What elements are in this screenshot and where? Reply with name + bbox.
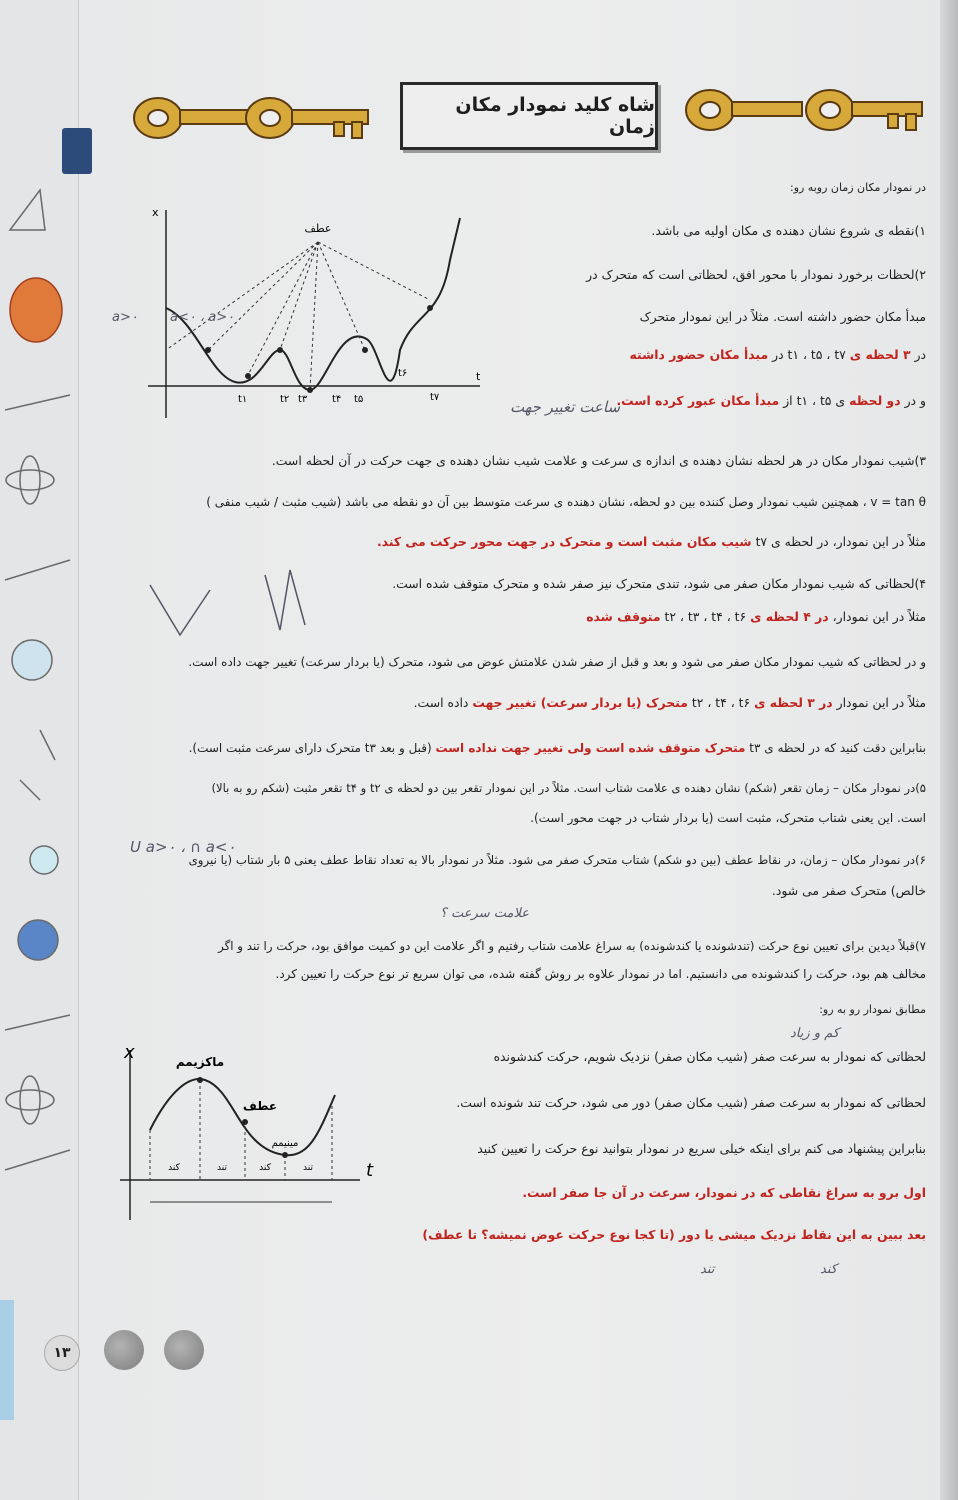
graph1-curve: [166, 218, 460, 390]
point-3b: v = tan θ ، همچنین شیب نمودار وصل کننده بین دو لحظه، نشان دهنده ی سرعت متوسط بین آن دو نقطه می باشد (شیب مثبت / شیب منفی ): [206, 495, 926, 509]
graph2-max-label: ماکزیمم: [175, 1055, 225, 1069]
point-7b: مخالف هم بود، حرکت را کندشونده می دانستیم. اما در نمودار علاوه بر روش گفته شده، می توان سریع تر نوع حرکت را تعیین کرد.: [275, 967, 926, 981]
point-6a: ۶)در نمودار مکان – زمان، در نقاط عطف (بین دو شکم) شتاب متحرک صفر می شود. مثلاً در نمودار بالا به تعداد نقاط عطف یعنی ۵ بار شتاب (یا نیروی: [188, 853, 926, 867]
tick-t5: t۵: [354, 394, 364, 405]
tick-t7: t۷: [430, 392, 440, 403]
key-icon-right: [680, 84, 930, 144]
key-icon-left: [124, 92, 374, 152]
tick-t2: t۲: [280, 394, 290, 405]
page-edge: [940, 0, 958, 1500]
tick-t4: t۴: [332, 394, 342, 405]
handwriting-slow: کند: [820, 1262, 837, 1277]
graph2-seg-4: تند: [303, 1163, 313, 1173]
handwritten-slope-sketch: [140, 545, 340, 650]
graph2-seg-3: کند: [259, 1163, 271, 1173]
point-2d: و در دو لحظه ی t۱ ، t۵ از مبدأ مکان عبور کرده است.: [616, 393, 926, 408]
handwriting-direction: ساعت تغییر جهت: [510, 398, 621, 416]
handwriting-a-positive: a>۰: [112, 310, 138, 325]
margin-doodles: [0, 0, 78, 1300]
tick-t3: t۳: [298, 394, 308, 405]
handwriting-accel: a<۰ ، a>۰: [170, 310, 235, 325]
point-7a: ۷)قبلاً دیدین برای تعیین نوع حرکت (تندشونده یا کندشونده) به سراغ علامت شتاب رفتیم و اگر علامت این دو کمیت موافق بود، حرکت را تند و اگر: [218, 939, 926, 953]
graph2-seg-1: کند: [168, 1163, 180, 1173]
decor-coin-2: [164, 1330, 204, 1370]
graph2-inflection-label: عطف: [242, 1099, 278, 1113]
point-5b: است. این یعنی شتاب متحرک، مثبت است (یا بردار شتاب در جهت محور است).: [530, 811, 926, 825]
position-time-graph-2: [110, 1030, 400, 1230]
point-4b: مثلاً در این نمودار، در ۴ لحظه ی t۲ ، t۳ ، t۴ ، t۶ متوقف شده: [586, 609, 926, 624]
publisher-badge: [62, 128, 92, 174]
graph1-x-label: t: [476, 370, 481, 383]
point-8-intro: مطابق نمودار رو به رو:: [819, 1003, 926, 1016]
point-5a: ۵)در نمودار مکان – زمان تقعر (شکم) نشان دهنده ی علامت شتاب است. مثلاً در این نمودار تقعر بین دو لحظه ی t۲ و t۴ تقعر مثبت (شکم رو به بالا): [211, 781, 926, 795]
point-8a: لحظاتی که نمودار به سرعت صفر (شیب مکان صفر) نزدیک شویم، حرکت کندشونده: [493, 1049, 926, 1064]
tick-t1: t۱: [238, 394, 248, 405]
handwriting-concavity: U a>۰ ، ∩ a<۰: [130, 838, 236, 856]
graph2-y-label: x: [124, 1042, 135, 1063]
handwriting-velocity-sign: علامت سرعت ؟: [440, 906, 529, 921]
globe-icon: [18, 920, 58, 960]
balloon-icon: [10, 278, 62, 342]
point-2a: ۲)لحظات برخورد نمودار با محور افق، لحظاتی است که متحرک در: [586, 267, 926, 282]
point-1: ۱)نقطه ی شروع نشان دهنده ی مکان اولیه می باشد.: [651, 223, 926, 238]
page-margin-illustrations: [0, 0, 79, 1500]
tick-t6: t۶: [398, 368, 408, 379]
point-8b: لحظاتی که نمودار به سرعت صفر (شیب مکان صفر) دور می شود، حرکت تند شونده است.: [456, 1095, 926, 1110]
point-8e: بعد ببین به این نقاط نزدیک میشی یا دور (تا کجا نوع حرکت عوض نمیشه؟ تا عطف): [422, 1227, 926, 1242]
point-4e: بنابراین دقت کنید که در لحظه ی t۳ متحرک متوقف شده است ولی تغییر جهت نداده است (قبل و بعد t۳ متحرک دارای سرعت مثبت است).: [188, 741, 926, 755]
point-3c: مثلاً در این نمودار، در لحظه ی t۷ شیب مکان مثبت است و متحرک در جهت محور حرکت می کند.: [376, 534, 926, 549]
decor-coin-1: [104, 1330, 144, 1370]
point-2b: مبدأ مکان حضور داشته است. مثلاً در این نمودار متحرک: [639, 309, 926, 324]
point-8d: اول برو به سراغ نقاطی که در نمودار، سرعت در آن جا صفر است.: [522, 1185, 926, 1200]
handwriting-fast: تند: [700, 1262, 715, 1277]
graph2-x-label: t: [366, 1160, 374, 1181]
intro-text: در نمودار مکان زمان روبه رو:: [789, 181, 926, 194]
point-4d: مثلاً در این نمودار در ۳ لحظه ی t۲ ، t۴ ، t۶ متحرک (یا بردار سرعت) تغییر جهت داده است.: [413, 695, 926, 710]
page-number: ۱۳: [44, 1335, 80, 1371]
side-tab: [0, 1300, 14, 1420]
graph2-curve: [150, 1079, 335, 1155]
point-3a: ۳)شیب نمودار مکان در هر لحظه نشان دهنده ی اندازه ی سرعت و علامت شیب نشان دهنده ی جهت حرکت در آن لحظه است.: [271, 453, 926, 468]
point-8c: بنابراین پیشنهاد می کنم برای اینکه خیلی سریع در نمودار بتوانید نوع حرکت را تعیین کنید: [477, 1141, 926, 1156]
page-title: شاه کلید نمودار مکان زمان: [400, 82, 658, 150]
graph1-peak-label: عطف: [304, 222, 332, 235]
atom-icon: [6, 470, 54, 490]
point-6b: خالص) متحرک صفر می شود.: [771, 883, 926, 898]
point-4a: ۴)لحظاتی که شیب نمودار مکان صفر می شود، تندی متحرک نیز صفر شده و متحرک متوقف شده است.: [392, 576, 926, 591]
graph1-y-label: x: [152, 206, 159, 219]
handwriting-magnitude: کم و زیاد: [790, 1026, 840, 1041]
point-4c: و در لحظاتی که شیب نمودار مکان صفر می شود و بعد و قبل از صفر شدن علامتش عوض می شود، متحرک (یا بردار سرعت) تغییر جهت داده است.: [188, 655, 926, 669]
point-2c: در ۳ لحظه ی t۱ ، t۵ ، t۷ در مبدأ مکان حضور داشته: [629, 347, 926, 362]
graph2-min-label: مینیمم: [271, 1138, 299, 1149]
graph2-seg-2: تند: [217, 1163, 227, 1173]
